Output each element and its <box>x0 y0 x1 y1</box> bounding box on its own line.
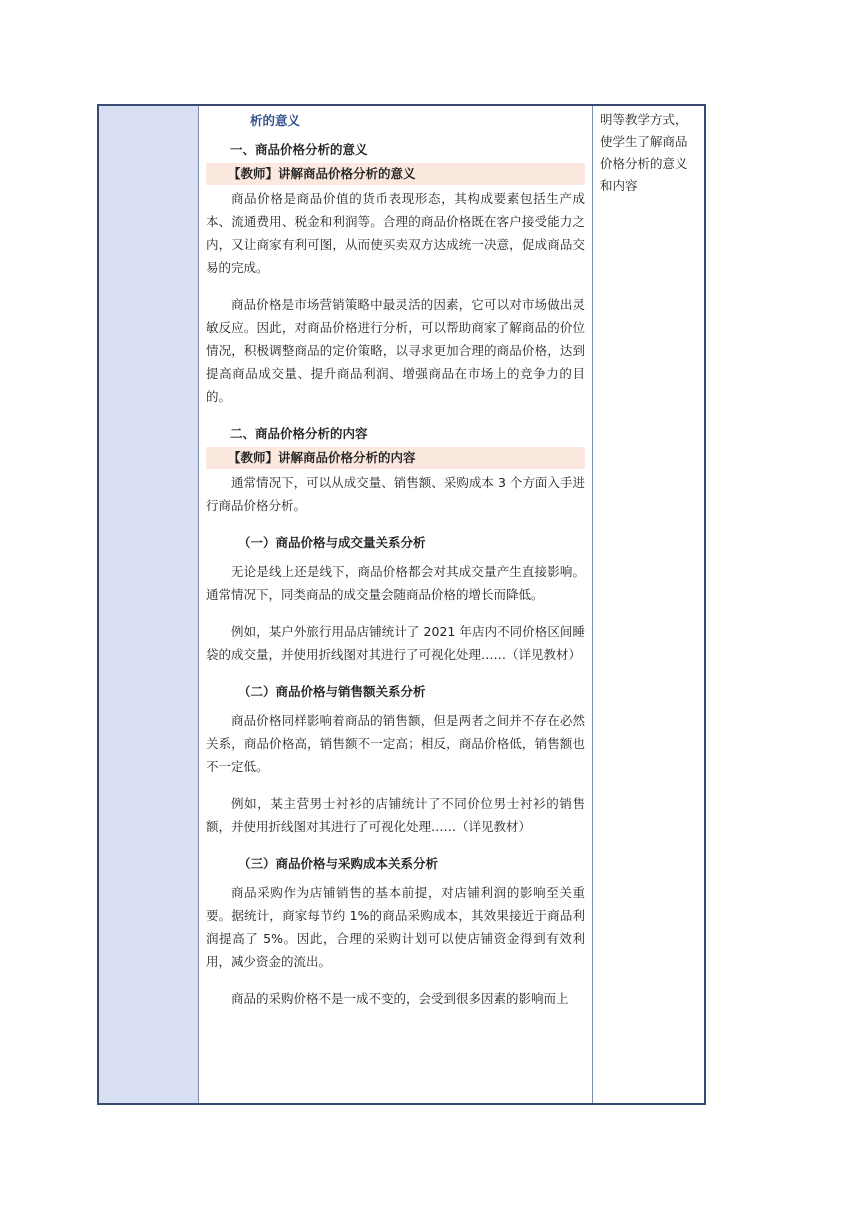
teaching-method-note: 明等教学方式，使学生了解商品价格分析的意义和内容 <box>600 112 688 193</box>
paragraph: 商品价格是商品价值的货币表现形态，其构成要素包括生产成本、流通费用、税金和利润等。合理的商品价格既在客户接受能力之内，又让商家有利可图，从而使买卖双方达成统一决意，促成商品交易的完成。 <box>206 191 585 275</box>
continued-heading: 析的意义 <box>250 113 301 128</box>
paragraph: 商品价格同样影响着商品的销售额，但是两者之间并不存在必然关系，商品价格高，销售额不一定高；相反，商品价格低，销售额也不一定低。 <box>206 713 585 774</box>
teacher-note-2: 【教师】讲解商品价格分析的内容 <box>206 447 585 469</box>
subsection-heading-2: （二）商品价格与销售额关系分析 <box>238 684 426 699</box>
paragraph: 通常情况下，可以从成交量、销售额、采购成本 3 个方面入手进行商品价格分析。 <box>206 475 585 513</box>
teacher-note-1: 【教师】讲解商品价格分析的意义 <box>206 163 585 185</box>
left-column <box>99 106 199 1103</box>
section-heading-2: 二、商品价格分析的内容 <box>230 426 368 441</box>
paragraph: 商品的采购价格不是一成不变的，会受到很多因素的影响而上 <box>231 991 569 1006</box>
side-notes-column <box>593 106 704 1103</box>
subsection-heading-3: （三）商品价格与采购成本关系分析 <box>238 856 439 871</box>
main-content-column <box>199 106 593 1103</box>
paragraph: 商品价格是市场营销策略中最灵活的因素，它可以对市场做出灵敏反应。因此，对商品价格进行分析，可以帮助商家了解商品的价位情况，积极调整商品的定价策略，以寻求更加合理的商品价格，达到提高商品成交量、提升商品利润、增强商品在市场上的竞争力的目的。 <box>206 297 585 404</box>
subsection-heading-1: （一）商品价格与成交量关系分析 <box>238 535 426 550</box>
paragraph: 例如，某户外旅行用品店铺统计了 2021 年店内不同价格区间睡袋的成交量，并使用折线图对其进行了可视化处理……（详见教材） <box>206 624 585 662</box>
paragraph: 商品采购作为店铺销售的基本前提，对店铺利润的影响至关重要。据统计，商家每节约 1%的商品采购成本，其效果接近于商品利润提高了 5%。因此，合理的采购计划可以使店铺资金得到有效利用，减少资金的流出。 <box>206 885 585 969</box>
paragraph: 无论是线上还是线下，商品价格都会对其成交量产生直接影响。通常情况下，同类商品的成交量会随商品价格的增长而降低。 <box>206 564 585 602</box>
paragraph: 例如，某主营男士衬衫的店铺统计了不同价位男士衬衫的销售额，并使用折线图对其进行了可视化处理……（详见教材） <box>206 796 585 834</box>
lesson-table <box>97 104 706 1105</box>
section-heading-1: 一、商品价格分析的意义 <box>230 142 368 157</box>
